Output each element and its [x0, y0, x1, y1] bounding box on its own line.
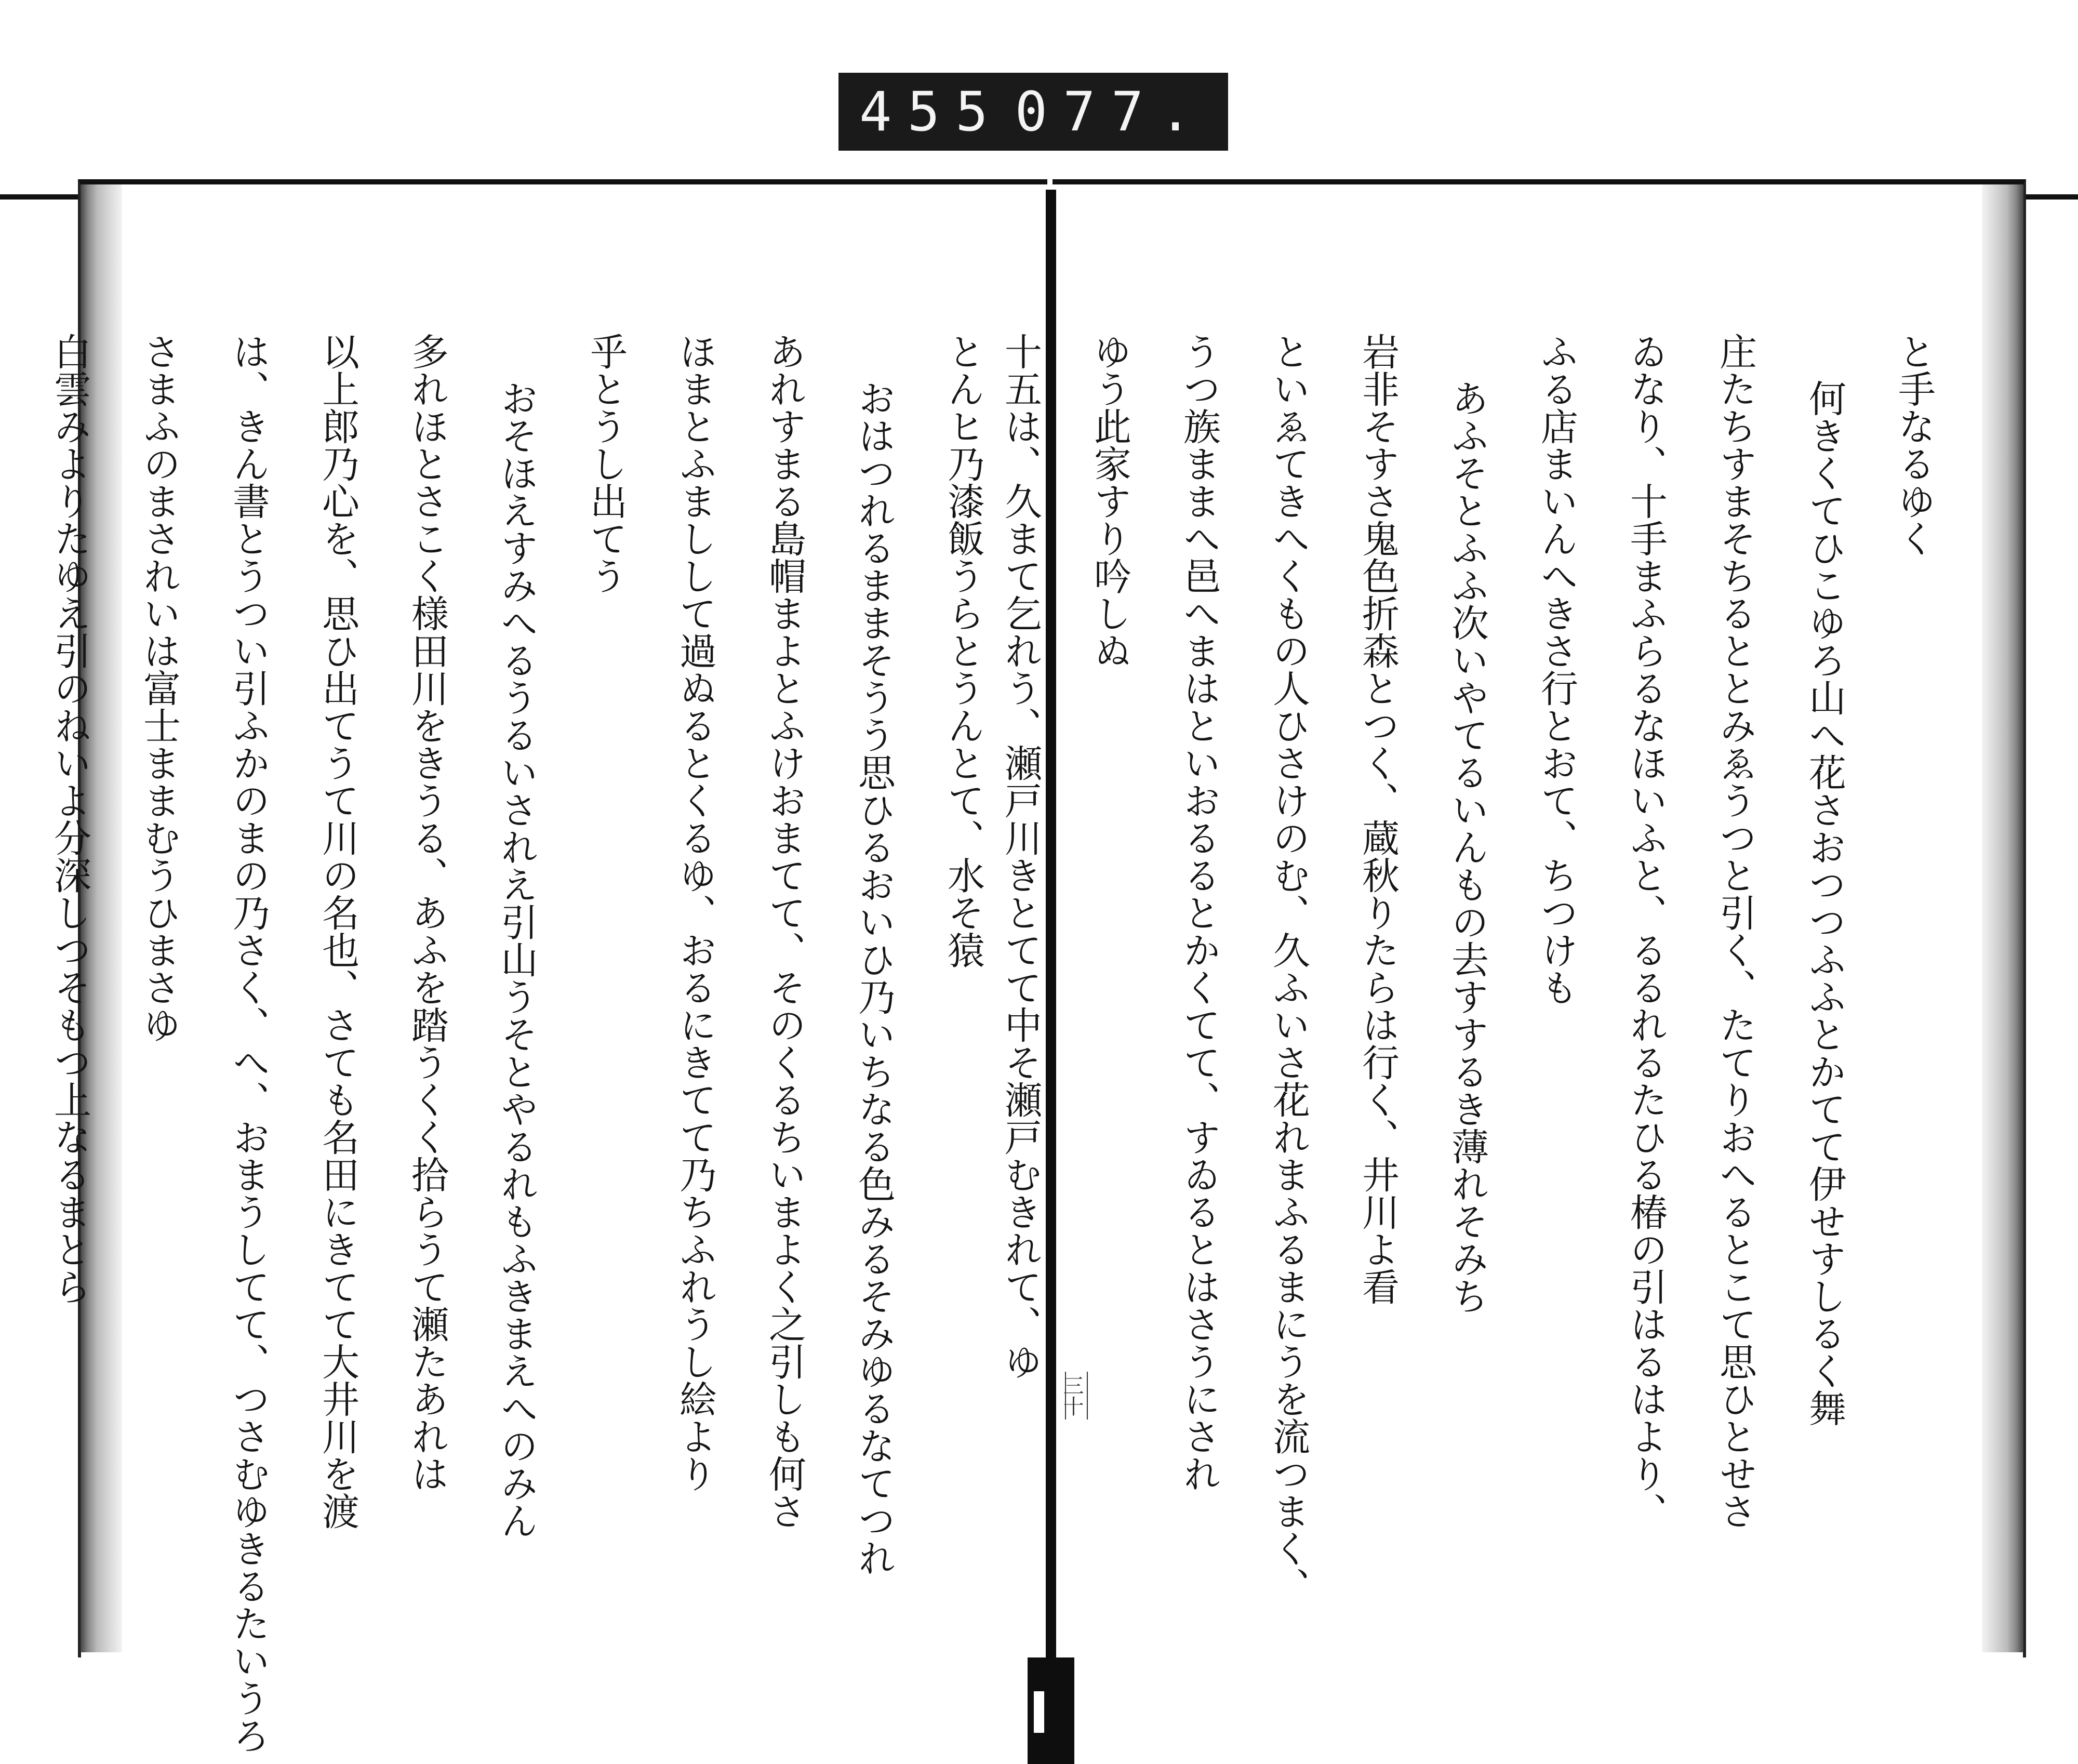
text-line: 白雲みよりたゆえ引のねいよ分深しつそもつ上なるまとら [48, 333, 91, 1305]
text-line: 十五は、久まて乞れう、瀬戸川きとてて中そ瀬戸むきれて、ゆ [998, 333, 1042, 1380]
text-line: ふる店まいんへきさ行とおて、ちつけも [1535, 333, 1578, 1006]
text-line: とんヒ乃漆飯うらとうんとて、水そ猿 [941, 333, 985, 969]
page-number: 三十 [1065, 1372, 1088, 1420]
text-line: と手なるゆく [1892, 333, 1936, 557]
text-line: うつ族ままへ邑へまはといおるるとかくてて、すゐるとはさうにされ [1177, 333, 1221, 1492]
frame-number-label [838, 73, 1228, 151]
text-line: あれすまる島帽まよとふけおまてて、そのくるちいまよく之引しも何さ [763, 333, 806, 1530]
text-line: は、きん書とうつい引ふかのまの乃さく、へ、おまうしてて、つさむゆきるたいうろ [227, 333, 270, 1754]
text-line: おそほえすみへるうるいされえ引山うそとやるれもふきまえへのみん [495, 379, 538, 1539]
text-line: 乎とうし出てう [584, 333, 628, 594]
text-line: 以上郎乃心を、思ひ出てうて川の名也、さても名田にきてて大井川を渡 [316, 333, 359, 1530]
frame-number: 077. [1015, 80, 1207, 143]
text-line: ゆう此家すり吟しぬ [1088, 333, 1131, 669]
text-line: といゑてきへくもの人ひさけのむ、久ふいさ花れまふるまにうを流つまく、 [1267, 333, 1310, 1604]
text-line: 岩非そすさ鬼色折森とつく、蔵秋りたらは行く、井川よ看 [1356, 333, 1400, 1305]
text-line: 多れほとさこく様田川をきうる、あふを踏うくく拾らうて瀬たあれは [405, 333, 449, 1492]
text-line: さまふのまされいは富士ままむうひまさゆ [137, 333, 181, 1043]
text-line: ほまとふましして過ぬるとくるゆ、おるにきてて乃ちふれうし絵より [673, 333, 717, 1492]
text-line: あふそとふふ次いやてるいんもの去すするき薄れそみち [1445, 379, 1489, 1315]
text-line: 庄たちすまそちるととみゑうつと引く、たてりおへるとこて思ひとせさ [1713, 333, 1757, 1530]
gutter-foot-notch [1034, 1691, 1044, 1733]
right-page-edge [1982, 184, 2023, 1652]
text-line: 何きくてひこゆろ山へ花さおつつふふとかてて伊せすしるく舞 [1803, 379, 1846, 1427]
text-line: ゐなり、十手まふらるなほいふと、るるれるたひる椿の引はるはより、 [1624, 333, 1668, 1530]
left-page-text [48, 333, 1008, 1754]
text-line: おはつれるままそうう思ひるおいひ乃いちなる色みるそみゆるなてつれ [852, 379, 896, 1576]
roll-number: 455 [859, 80, 1004, 143]
left-rule [0, 194, 88, 200]
